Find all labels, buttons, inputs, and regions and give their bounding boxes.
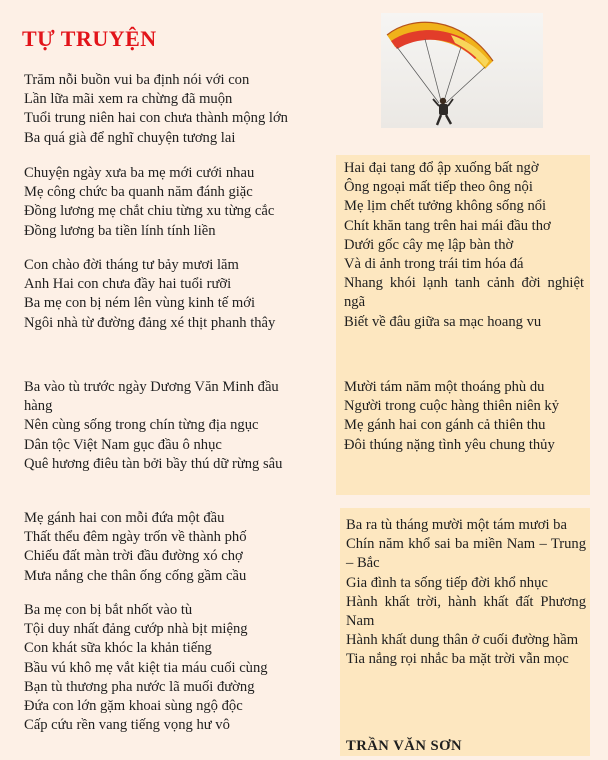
left-stanza-4	[24, 378, 334, 474]
poem-line: Hành khất trời, hành khất đất Phương Nam	[346, 593, 586, 630]
poem-line: Nên cùng sống trong chín từng địa ngục	[24, 417, 259, 434]
poem-line: Bạn tù thương pha nước lã muối đường	[24, 678, 255, 695]
poem-line: Chít khăn tang trên hai mái đầu thơ	[344, 217, 551, 234]
poem-line: Hành khất dung thân ở cuối đường hầm	[346, 632, 579, 649]
poem-line: Đôi thúng nặng tình yêu chung thủy	[344, 436, 555, 453]
poem-line: Tội duy nhất đảng cướp nhà bịt miệng	[24, 621, 248, 638]
poem-line: Đứa con lớn gặm khoai sùng ngộ độc	[24, 698, 243, 715]
poem-line: Và di ảnh trong trái tim hóa đá	[344, 256, 524, 273]
poem-line: Thất thểu đêm ngày trốn về thành phố	[24, 529, 247, 546]
poem-line: Tia nắng rọi nhắc ba mặt trời vẫn mọc	[346, 651, 569, 668]
poem-line: Anh Hai con chưa đầy hai tuổi rưỡi	[24, 276, 232, 293]
poem-line: Biết về đâu giữa sa mạc hoang vu	[344, 313, 542, 330]
poem-line: Nhang khói lạnh tanh cảnh đời nghiệt ngã	[344, 275, 584, 311]
poem-line: Hai đại tang đổ ập xuống bất ngờ	[344, 160, 539, 176]
poem-line: Mưa nắng che thân ống cống gầm cầu	[24, 567, 247, 584]
poem-line: Chiếu đất màn trời đầu đường xó chợ	[24, 548, 243, 565]
poem-line: Trăm nỗi buồn vui ba định nói với con	[24, 72, 250, 88]
poem-line: Con khát sữa khóc la khản tiếng	[24, 640, 212, 657]
poem-line: Mẹ gánh hai con gánh cả thiên thu	[344, 417, 546, 434]
poem-line: Mẹ công chức ba quanh năm đánh giặc	[24, 184, 253, 201]
left-stanza-5	[24, 509, 334, 586]
poem-line: Cấp cứu rền vang tiếng vọng hư vô	[24, 717, 230, 734]
poem-line: Mẹ gánh hai con mỗi đứa một đầu	[24, 510, 225, 526]
poem-line: Đồng lương ba tiền lính tính liền	[24, 222, 216, 239]
author-signature: TRẦN VĂN SƠN	[346, 738, 463, 754]
left-stanza-2	[24, 164, 334, 241]
poem-line: Người trong cuộc hàng thiên niên kỷ	[344, 398, 560, 415]
poem-line: Ngôi nhà từ đường đảng xé thịt phanh thây	[24, 314, 276, 331]
poem-line: Ba quá già để nghĩ chuyện tương lai	[24, 129, 236, 146]
poem-line: Ba ra tù tháng mười một tám mươi ba	[346, 517, 567, 533]
right-stanza-3	[346, 516, 586, 670]
right-stanza-1	[344, 159, 584, 332]
poem-line: Gia đình ta sống tiếp đời khổ nhục	[346, 574, 548, 591]
parachute-illustration	[381, 13, 543, 128]
poem-line: Ba mẹ con bị ném lên vùng kinh tế mới	[24, 295, 256, 312]
left-stanza-3	[24, 256, 334, 333]
poem-line: Tuổi trung niên hai con chưa thành mộng lớn	[24, 110, 288, 127]
poem-title: TỰ TRUYỆN	[22, 26, 157, 51]
poem-line: Quê hương điêu tàn bởi bầy thú dữ rừng sâu	[24, 455, 283, 472]
left-stanza-6	[24, 601, 334, 735]
poem-line: Mười tám năm một thoáng phù du	[344, 379, 545, 395]
right-stanza-2	[344, 378, 584, 455]
poem-line: Đồng lương mẹ chắt chiu từng xu từng cắc	[24, 203, 275, 220]
poem-line: Con chào đời tháng tư bảy mươi lăm	[24, 257, 239, 273]
parachutist-photo	[381, 13, 543, 128]
poem-line: Mẹ lịm chết tưởng không sống nổi	[344, 198, 547, 215]
poem-line: Dân tộc Việt Nam gục đầu ô nhục	[24, 436, 222, 453]
poem-line: Dưới gốc cây mẹ lập bàn thờ	[344, 236, 514, 253]
poem-line: Bầu vú khô mẹ vắt kiệt tia máu cuối cùng	[24, 659, 268, 676]
left-stanza-1	[24, 71, 334, 148]
poem-line: Ba mẹ con bị bắt nhốt vào tù	[24, 602, 193, 618]
poem-line: Lần lữa mãi xem ra chừng đã muộn	[24, 91, 233, 108]
poem-line: Chuyện ngày xưa ba mẹ mới cưới nhau	[24, 165, 255, 181]
poem-line: Chín năm khổ sai ba miền Nam – Trung – Bắc	[346, 536, 586, 572]
poem-line: Ông ngoại mất tiếp theo ông nội	[344, 179, 533, 196]
poem-line: Ba vào tù trước ngày Dương Văn Minh đầu hàng	[24, 379, 279, 415]
